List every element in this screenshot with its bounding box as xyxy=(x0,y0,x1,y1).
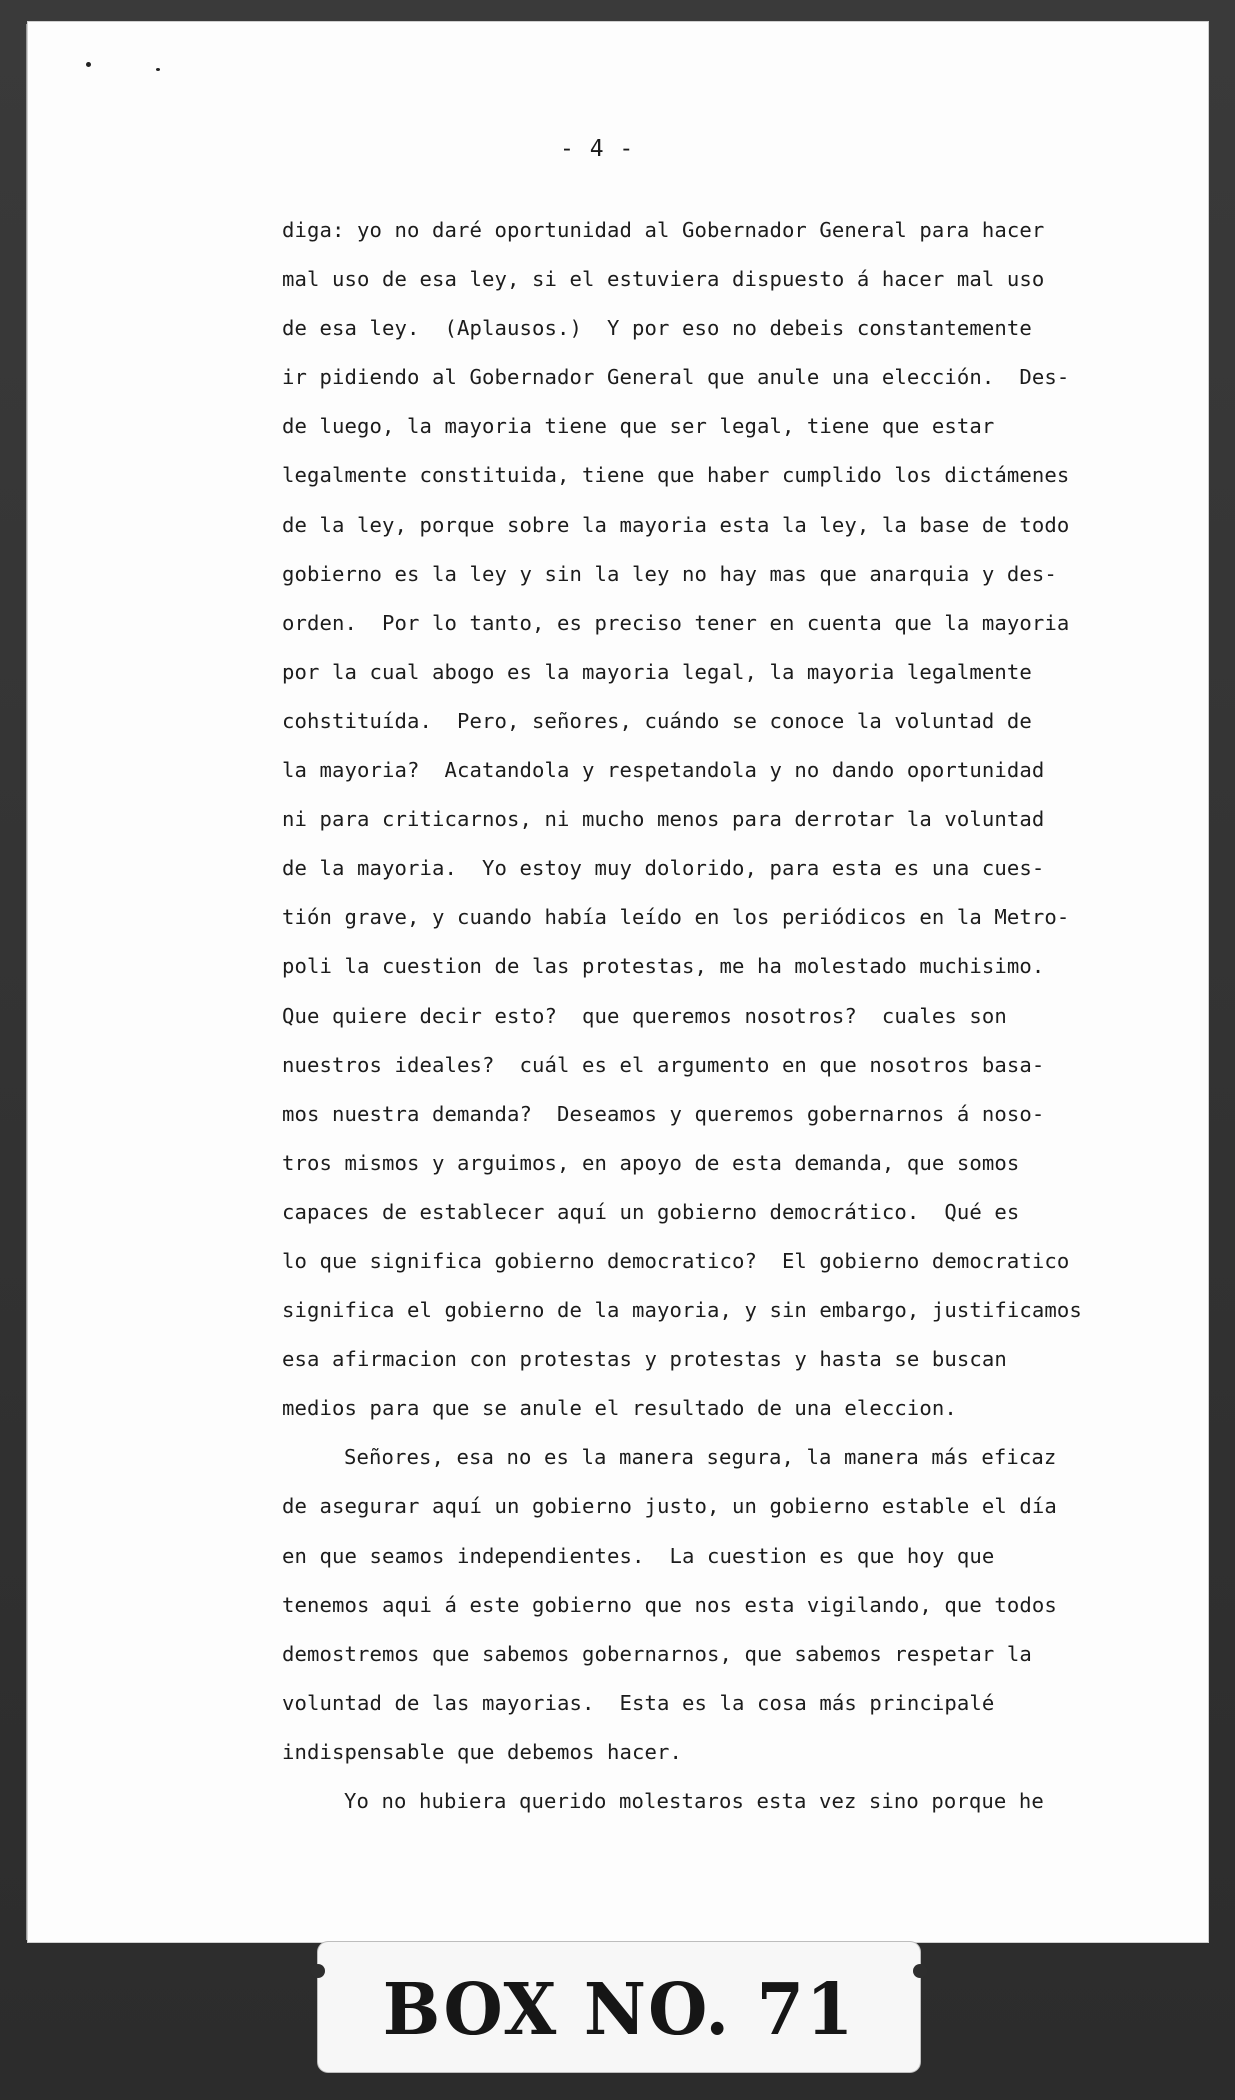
text-line: voluntad de las mayorias. Esta es la cosa más principalé xyxy=(282,1690,995,1715)
text-line: poli la cuestion de las protestas, me ha molestado muchisimo. xyxy=(282,954,1045,979)
text-line: medios para que se anule el resultado de una eleccion. xyxy=(282,1396,957,1421)
text-line: legalmente constituida, tiene que haber cumplido los dictámenes xyxy=(282,463,1070,488)
text-line: esa afirmacion con protestas y protestas y hasta se buscan xyxy=(282,1347,1007,1372)
text-line: tión grave, y cuando había leído en los periódicos en la Metro- xyxy=(282,905,1070,930)
box-number-label: BOX NO. 71 xyxy=(382,1968,856,2052)
text-line: tenemos aqui á este gobierno que nos esta vigilando, que todos xyxy=(282,1592,1057,1617)
text-line: orden. Por lo tanto, es preciso tener en cuenta que la mayoria xyxy=(282,610,1070,635)
box-label-card xyxy=(318,1942,920,2072)
text-line-paragraph-start: Yo no hubiera querido molestaros esta vez sino porque he xyxy=(344,1789,1044,1813)
text-line: ni para criticarnos, ni mucho menos para derrotar la voluntad xyxy=(282,807,1045,832)
text-line: gobierno es la ley y sin la ley no hay mas que anarquia y des- xyxy=(282,561,1057,586)
text-line: mal uso de esa ley, si el estuviera dispuesto á hacer mal uso xyxy=(282,267,1045,292)
text-line: significa el gobierno de la mayoria, y sin embargo, justificamos xyxy=(282,1298,1082,1323)
text-line: la mayoria? Acatandola y respetandola y no dando oportunidad xyxy=(282,758,1045,783)
page-number: - 4 - xyxy=(560,136,635,162)
text-line: Que quiere decir esto? que queremos nosotros? cuales son xyxy=(282,1003,1007,1028)
text-line: mos nuestra demanda? Deseamos y queremos gobernarnos á noso- xyxy=(282,1101,1045,1126)
text-line: demostremos que sabemos gobernarnos, que sabemos respetar la xyxy=(282,1641,1032,1666)
scan-speck xyxy=(86,62,91,67)
scan-speck xyxy=(156,68,160,71)
text-line: lo que significa gobierno democratico? El gobierno democratico xyxy=(282,1248,1070,1273)
text-line: de asegurar aquí un gobierno justo, un gobierno estable el día xyxy=(282,1494,1057,1519)
text-line: capaces de establecer aquí un gobierno democrático. Qué es xyxy=(282,1199,1020,1224)
body-text xyxy=(282,206,1082,1826)
text-line: en que seamos independientes. La cuestion es que hoy que xyxy=(282,1543,995,1568)
text-line: de la ley, porque sobre la mayoria esta la ley, la base de todo xyxy=(282,512,1070,537)
text-line: diga: yo no daré oportunidad al Gobernador General para hacer xyxy=(282,218,1045,242)
text-line: de luego, la mayoria tiene que ser legal, tiene que estar xyxy=(282,414,995,439)
text-line: por la cual abogo es la mayoria legal, la mayoria legalmente xyxy=(282,659,1032,684)
text-line: cohstituída. Pero, señores, cuándo se conoce la voluntad de xyxy=(282,708,1032,733)
text-line: nuestros ideales? cuál es el argumento en que nosotros basa- xyxy=(282,1052,1045,1077)
text-line: de la mayoria. Yo estoy muy dolorido, para esta es una cues- xyxy=(282,856,1045,881)
text-line: indispensable que debemos hacer. xyxy=(282,1739,682,1764)
text-line: de esa ley. (Aplausos.) Y por eso no debeis constantemente xyxy=(282,316,1032,341)
text-line: ir pidiendo al Gobernador General que anule una elección. Des- xyxy=(282,365,1070,390)
text-line-paragraph-start: Señores, esa no es la manera segura, la manera más eficaz xyxy=(344,1445,1057,1470)
text-line: tros mismos y arguimos, en apoyo de esta demanda, que somos xyxy=(282,1150,1020,1175)
